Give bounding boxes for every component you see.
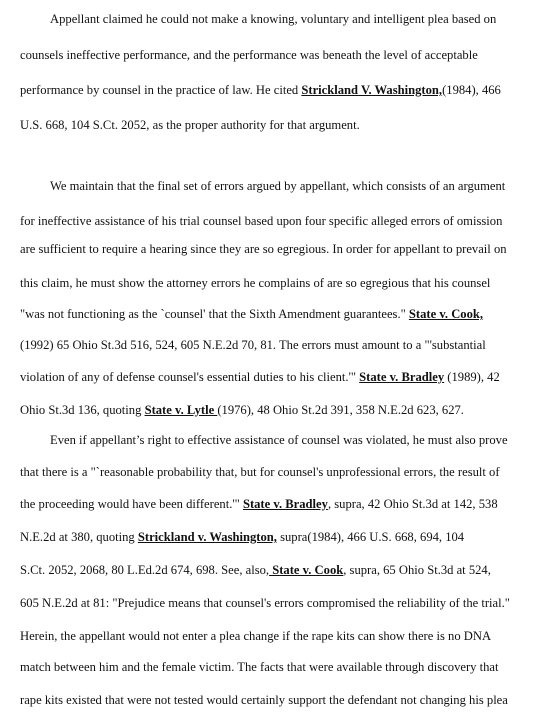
p3-line-7 [20,628,550,644]
p3-line-8 [20,659,550,675]
p1-line-1 [50,11,550,27]
text-run: that there is a "`reasonable probability that, but for counsel's unprofessional errors, the result of [20,465,500,479]
p2-line-4 [20,275,550,291]
p1-line-4 [20,117,550,133]
text-run: rape kits existed that were not tested would certainly support the defendant not changing his plea [20,693,508,707]
case-citation: Strickland V. Washington, [301,83,443,97]
text-run: are sufficient to require a hearing since they are so egregious. In order for appellant to prevail on [20,242,507,256]
text-run: Herein, the appellant would not enter a plea change if the rape kits can show there is no DNA [20,629,492,643]
case-citation: State v. Bradley [242,497,328,511]
text-run: (1984), 466 [442,83,501,97]
text-run: (1992) 65 Ohio St.3d 516, 524, 605 N.E.2d 70, 81. The errors must amount to a "'substantial [20,338,486,352]
text-run: S.Ct. 2052, 2068, 80 L.Ed.2d 674, 698. See, also, [20,563,270,577]
text-run: supra(1984), 466 U.S. 668, 694, 104 [276,530,465,544]
p2-line-7 [20,369,550,385]
text-run: this claim, he must show the attorney errors he complains of are so egregious that his counsel [20,276,491,290]
p3-line-4 [20,529,550,545]
text-run: Even if appellant’s right to effective assistance of counsel was violated, he must also prove [50,433,508,447]
text-run: , supra, 65 Ohio St.3d at 524, [343,563,491,577]
p2-line-3 [20,241,550,257]
text-run: "was not functioning as the `counsel' that the Sixth Amendment guarantees." [20,307,409,321]
p2-line-8 [20,402,550,418]
p1-line-3 [20,82,550,98]
text-run: , supra, 42 Ohio St.3d at 142, 538 [327,497,498,511]
p2-line-6 [20,337,550,353]
p3-line-2 [20,464,550,480]
text-run: violation of any of defense counsel's essential duties to his client.'" [20,370,360,384]
text-run: counsels ineffective performance, and the performance was beneath the level of acceptable [20,48,478,62]
case-citation: State v. Cook, [408,307,484,321]
text-run: N.E.2d at 380, quoting [20,530,138,544]
case-citation: State v. Cook [269,563,344,577]
text-run: performance by counsel in the practice of law. He cited [20,83,302,97]
text-run: for ineffective assistance of his trial counsel based upon four specific alleged errors of omission [20,214,503,228]
text-run: (1989), 42 [444,370,500,384]
text-run: (1976), 48 Ohio St.2d 391, 358 N.E.2d 623, 627. [217,403,464,417]
p3-line-1 [50,432,550,448]
p3-line-9 [20,692,550,708]
text-run: 605 N.E.2d at 81: "Prejudice means that counsel's errors compromised the reliability of the trial." [20,596,510,610]
p3-line-6 [20,595,550,611]
text-run: Appellant claimed he could not make a knowing, voluntary and intelligent plea based on [50,12,497,26]
text-run: Ohio St.3d 136, quoting [20,403,145,417]
p2-line-5 [20,306,550,322]
p1-line-2 [20,47,550,63]
p2-line-1 [50,178,550,194]
text-run: We maintain that the final set of errors argued by appellant, which consists of an argument [50,179,506,193]
text-run: match between him and the female victim. The facts that were available through discovery that [20,660,499,674]
p2-line-2 [20,213,550,229]
p3-line-5 [20,562,550,578]
case-citation: State v. Lytle [144,403,218,417]
case-citation: Strickland v. Washington, [137,530,277,544]
p3-line-3 [20,496,550,512]
text-run: the proceeding would have been different.'" [20,497,243,511]
text-run: U.S. 668, 104 S.Ct. 2052, as the proper authority for that argument. [20,118,360,132]
case-citation: State v. Bradley [359,370,445,384]
